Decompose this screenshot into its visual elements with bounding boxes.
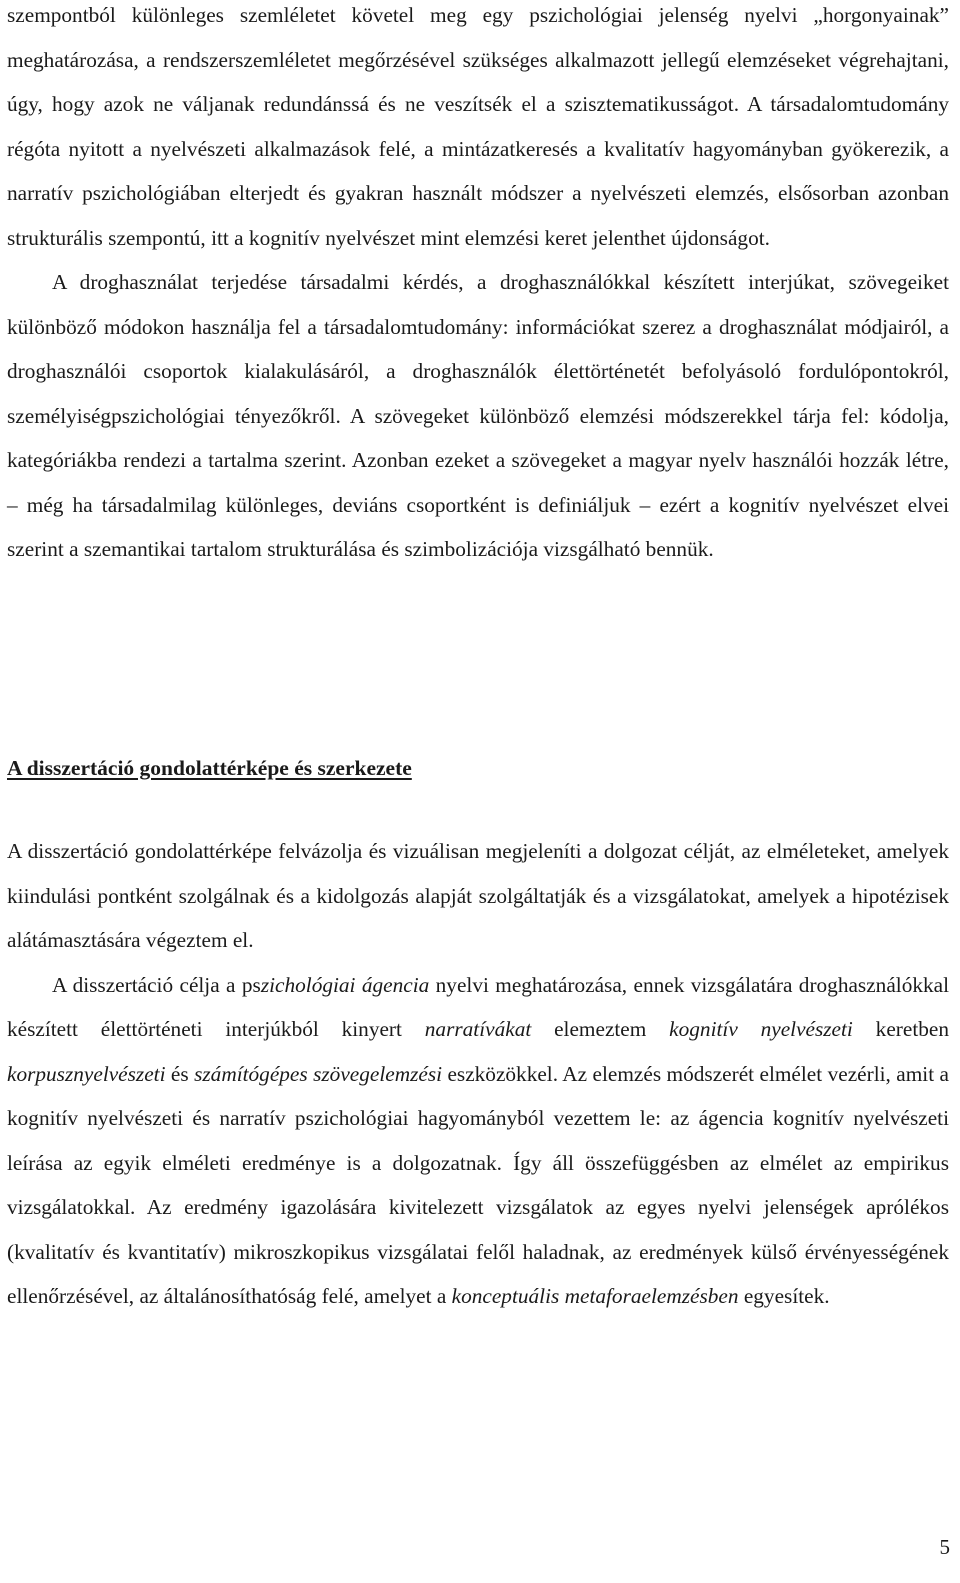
section-heading: A disszertáció gondolattérképe és szerkezete bbox=[7, 756, 412, 780]
paragraph-aim bbox=[7, 963, 949, 1319]
paragraph-drug-use: A droghasználat terjedése társadalmi kérdés, a droghasználókkal készített interjúkat, szövegeiket különböző módokon használja fel a társadalomtudomány: információkat szerez a droghasználat módjairól, a droghasználói csoportok kialakulásáról, a droghasználók élettörténetét befolyásoló fordulópontokról, személyiségpszichológiai tényezőkről. A szövegeket különböző elemzési módszerekkel tárja fel: kódolja, kategóriákba rendezi a tartalma szerint. Azonban ezeket a szövegeket a magyar nyelv használói hozzák létre, – még ha társadalmilag különleges, deviáns csoportként is definiáljuk – ezért a kognitív nyelvészet elvei szerint a szemantikai tartalom strukturálása és szimbolizációja vizsgálható bennük. bbox=[7, 270, 949, 561]
page-number: 5 bbox=[939, 1535, 950, 1559]
text-run: és bbox=[165, 1061, 195, 1086]
text-run: keretben bbox=[852, 1017, 949, 1041]
text-run: nyelvi meghatározása, ennek vizsgálatára droghasználókkal készített élettörténeti interjúkból kinyert bbox=[7, 972, 950, 1041]
italic-term-metaphor-analysis: konceptuális metaforaelemzésben bbox=[451, 1284, 739, 1308]
section-body bbox=[7, 829, 949, 1319]
italic-term-narratives: narratívákat bbox=[424, 1017, 532, 1041]
text-run: eszközökkel. Az elemzés módszerét elmélet vezérli, amit a kognitív nyelvészeti és narratív pszichológiai hagyományból vezettem le: az ágencia kognitív nyelvészeti leírása az egyik elméleti eredménye is a dolgozatnak. Így áll összefüggésben az elmélet az empirikus vizsgálatokkal. Az eredmény igazolására kivitelezett vizsgálatok az egyes nyelvi jelenségek aprólékos (kvalitatív és kvantitatív) mikroszkopikus vizsgálatai felől haladnak, az eredmények külső érvényességének ellenőrzésével, az általánosíthatóság felé, amelyet a bbox=[7, 1061, 950, 1308]
document-page bbox=[7, 0, 949, 572]
italic-term-agency: zichológiai ágencia bbox=[260, 972, 430, 997]
paragraph-mind-map: A disszertáció gondolattérképe felvázolja és vizuálisan megjeleníti a dolgozat célját, az elméleteket, amelyek kiindulási pontként szolgálnak és a kidolgozás alapját szolgáltatják és a vizsgálatokat, amelyek a hipotézisek alátámasztására végeztem el. bbox=[7, 839, 949, 952]
text-run: egyesítek. bbox=[738, 1284, 830, 1308]
text-run: A disszertáció célja a ps bbox=[52, 972, 261, 997]
paragraph-intro-continued: szempontból különleges szemléletet követel meg egy pszichológiai jelenség nyelvi „horgonyainak” meghatározása, a rendszerszemléletet megőrzésével szükséges alkalmazott jellegű elemzéseket végrehajtani, úgy, hogy azok ne váljanak redundánssá és ne veszítsék el a szisztematikusságot. A társadalomtudomány régóta nyitott a nyelvészeti alkalmazások felé, a mintázatkeresés a kvalitatív hagyományban gyökerezik, a narratív pszichológiában elterjedt és gyakran használt módszer a nyelvészeti elemzés, elsősorban azonban strukturális szempontú, itt a kognitív nyelvészet mint elemzési keret jelenthet újdonságot. bbox=[7, 3, 949, 250]
text-run: elemeztem bbox=[531, 1017, 670, 1041]
italic-term-cognitive-linguistics: kognitív nyelvészeti bbox=[669, 1017, 853, 1041]
italic-term-computational-text-analysis: számítógépes szövegelemzési bbox=[194, 1061, 443, 1086]
italic-term-corpus-linguistics: korpusznyelvészeti bbox=[7, 1061, 166, 1086]
